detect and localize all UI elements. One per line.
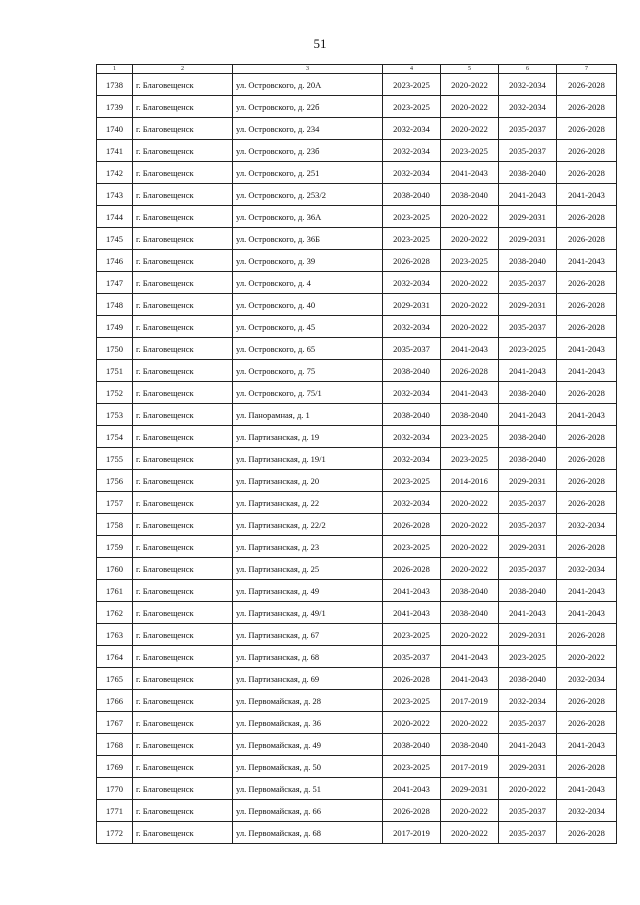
period-col7-cell: 2026-2028 (557, 228, 617, 250)
table-row (97, 580, 617, 602)
period-col6-cell: 2032-2034 (499, 96, 557, 118)
address-cell: ул. Партизанская, д. 67 (233, 624, 383, 646)
address-cell: ул. Островского, д. 20А (233, 74, 383, 96)
period-col5-cell: 2020-2022 (441, 822, 499, 844)
period-col4-cell: 2035-2037 (383, 338, 441, 360)
address-cell: ул. Островского, д. 45 (233, 316, 383, 338)
table-row (97, 800, 617, 822)
period-col6-cell: 2038-2040 (499, 250, 557, 272)
period-col6-cell: 2041-2043 (499, 734, 557, 756)
period-col5-cell: 2038-2040 (441, 602, 499, 624)
row-number: 1738 (97, 74, 133, 96)
period-col5-cell: 2023-2025 (441, 448, 499, 470)
period-col6-cell: 2029-2031 (499, 756, 557, 778)
address-cell: ул. Партизанская, д. 22 (233, 492, 383, 514)
address-cell: ул. Партизанская, д. 68 (233, 646, 383, 668)
period-col7-cell: 2041-2043 (557, 250, 617, 272)
period-col6-cell: 2029-2031 (499, 294, 557, 316)
address-cell: ул. Партизанская, д. 69 (233, 668, 383, 690)
period-col7-cell: 2026-2028 (557, 162, 617, 184)
period-col7-cell: 2026-2028 (557, 756, 617, 778)
row-number: 1768 (97, 734, 133, 756)
period-col6-cell: 2041-2043 (499, 602, 557, 624)
table-row (97, 338, 617, 360)
period-col6-cell: 2035-2037 (499, 316, 557, 338)
city-cell: г. Благовещенск (133, 470, 233, 492)
column-number-1: 1 (97, 65, 133, 74)
period-col6-cell: 2035-2037 (499, 514, 557, 536)
period-col6-cell: 2038-2040 (499, 580, 557, 602)
period-col6-cell: 2038-2040 (499, 448, 557, 470)
period-col6-cell: 2035-2037 (499, 712, 557, 734)
row-number: 1771 (97, 800, 133, 822)
period-col5-cell: 2020-2022 (441, 316, 499, 338)
city-cell: г. Благовещенск (133, 492, 233, 514)
table-row (97, 492, 617, 514)
period-col4-cell: 2020-2022 (383, 712, 441, 734)
column-number-5: 5 (441, 65, 499, 74)
address-cell: ул. Партизанская, д. 25 (233, 558, 383, 580)
period-col7-cell: 2026-2028 (557, 470, 617, 492)
period-col6-cell: 2020-2022 (499, 778, 557, 800)
row-number: 1744 (97, 206, 133, 228)
housing-schedule-table (96, 64, 617, 844)
row-number: 1767 (97, 712, 133, 734)
period-col5-cell: 2038-2040 (441, 734, 499, 756)
period-col7-cell: 2041-2043 (557, 778, 617, 800)
row-number: 1762 (97, 602, 133, 624)
table-row (97, 646, 617, 668)
address-cell: ул. Первомайская, д. 66 (233, 800, 383, 822)
period-col7-cell: 2032-2034 (557, 668, 617, 690)
period-col7-cell: 2041-2043 (557, 734, 617, 756)
city-cell: г. Благовещенск (133, 272, 233, 294)
column-number-header-row (97, 65, 617, 74)
period-col4-cell: 2017-2019 (383, 822, 441, 844)
period-col4-cell: 2032-2034 (383, 272, 441, 294)
table-row (97, 140, 617, 162)
table-row (97, 712, 617, 734)
row-number: 1765 (97, 668, 133, 690)
period-col4-cell: 2026-2028 (383, 558, 441, 580)
city-cell: г. Благовещенск (133, 360, 233, 382)
row-number: 1757 (97, 492, 133, 514)
table-row (97, 382, 617, 404)
period-col5-cell: 2020-2022 (441, 624, 499, 646)
period-col6-cell: 2023-2025 (499, 338, 557, 360)
table-row (97, 448, 617, 470)
period-col7-cell: 2026-2028 (557, 448, 617, 470)
city-cell: г. Благовещенск (133, 228, 233, 250)
period-col4-cell: 2026-2028 (383, 800, 441, 822)
period-col5-cell: 2020-2022 (441, 118, 499, 140)
city-cell: г. Благовещенск (133, 602, 233, 624)
period-col6-cell: 2038-2040 (499, 162, 557, 184)
period-col4-cell: 2032-2034 (383, 448, 441, 470)
period-col4-cell: 2041-2043 (383, 580, 441, 602)
city-cell: г. Благовещенск (133, 668, 233, 690)
address-cell: ул. Островского, д. 36А (233, 206, 383, 228)
address-cell: ул. Первомайская, д. 28 (233, 690, 383, 712)
address-cell: ул. Островского, д. 40 (233, 294, 383, 316)
city-cell: г. Благовещенск (133, 712, 233, 734)
city-cell: г. Благовещенск (133, 536, 233, 558)
period-col4-cell: 2032-2034 (383, 426, 441, 448)
period-col7-cell: 2026-2028 (557, 426, 617, 448)
period-col7-cell: 2026-2028 (557, 822, 617, 844)
table-row (97, 96, 617, 118)
period-col7-cell: 2026-2028 (557, 118, 617, 140)
address-cell: ул. Островского, д. 75 (233, 360, 383, 382)
table-row (97, 470, 617, 492)
city-cell: г. Благовещенск (133, 426, 233, 448)
row-number: 1742 (97, 162, 133, 184)
table-row (97, 162, 617, 184)
column-number-4: 4 (383, 65, 441, 74)
period-col5-cell: 2014-2016 (441, 470, 499, 492)
period-col4-cell: 2026-2028 (383, 514, 441, 536)
housing-schedule-table-container (96, 64, 616, 844)
period-col5-cell: 2020-2022 (441, 514, 499, 536)
period-col4-cell: 2038-2040 (383, 404, 441, 426)
city-cell: г. Благовещенск (133, 514, 233, 536)
city-cell: г. Благовещенск (133, 294, 233, 316)
table-row (97, 822, 617, 844)
row-number: 1772 (97, 822, 133, 844)
period-col7-cell: 2026-2028 (557, 690, 617, 712)
period-col4-cell: 2038-2040 (383, 360, 441, 382)
table-row (97, 602, 617, 624)
period-col6-cell: 2035-2037 (499, 272, 557, 294)
period-col4-cell: 2032-2034 (383, 316, 441, 338)
period-col4-cell: 2038-2040 (383, 734, 441, 756)
period-col5-cell: 2041-2043 (441, 668, 499, 690)
period-col5-cell: 2038-2040 (441, 184, 499, 206)
period-col5-cell: 2020-2022 (441, 206, 499, 228)
city-cell: г. Благовещенск (133, 184, 233, 206)
address-cell: ул. Партизанская, д. 19/1 (233, 448, 383, 470)
address-cell: ул. Первомайская, д. 68 (233, 822, 383, 844)
period-col7-cell: 2032-2034 (557, 558, 617, 580)
period-col4-cell: 2023-2025 (383, 206, 441, 228)
period-col6-cell: 2023-2025 (499, 646, 557, 668)
city-cell: г. Благовещенск (133, 206, 233, 228)
column-number-7: 7 (557, 65, 617, 74)
row-number: 1756 (97, 470, 133, 492)
address-cell: ул. Партизанская, д. 23 (233, 536, 383, 558)
period-col5-cell: 2023-2025 (441, 140, 499, 162)
period-col7-cell: 2026-2028 (557, 492, 617, 514)
period-col4-cell: 2041-2043 (383, 778, 441, 800)
address-cell: ул. Островского, д. 39 (233, 250, 383, 272)
city-cell: г. Благовещенск (133, 624, 233, 646)
period-col5-cell: 2029-2031 (441, 778, 499, 800)
period-col5-cell: 2020-2022 (441, 294, 499, 316)
table-row (97, 206, 617, 228)
address-cell: ул. Первомайская, д. 49 (233, 734, 383, 756)
period-col4-cell: 2026-2028 (383, 250, 441, 272)
period-col7-cell: 2026-2028 (557, 316, 617, 338)
table-row (97, 74, 617, 96)
period-col6-cell: 2035-2037 (499, 140, 557, 162)
city-cell: г. Благовещенск (133, 800, 233, 822)
period-col6-cell: 2035-2037 (499, 118, 557, 140)
period-col6-cell: 2038-2040 (499, 382, 557, 404)
city-cell: г. Благовещенск (133, 96, 233, 118)
period-col6-cell: 2035-2037 (499, 492, 557, 514)
row-number: 1755 (97, 448, 133, 470)
period-col6-cell: 2038-2040 (499, 426, 557, 448)
period-col4-cell: 2026-2028 (383, 668, 441, 690)
city-cell: г. Благовещенск (133, 316, 233, 338)
row-number: 1753 (97, 404, 133, 426)
period-col7-cell: 2041-2043 (557, 184, 617, 206)
period-col7-cell: 2026-2028 (557, 96, 617, 118)
table-row (97, 272, 617, 294)
period-col6-cell: 2029-2031 (499, 470, 557, 492)
address-cell: ул. Островского, д. 4 (233, 272, 383, 294)
period-col5-cell: 2020-2022 (441, 536, 499, 558)
period-col4-cell: 2035-2037 (383, 646, 441, 668)
city-cell: г. Благовещенск (133, 756, 233, 778)
period-col5-cell: 2038-2040 (441, 404, 499, 426)
city-cell: г. Благовещенск (133, 118, 233, 140)
city-cell: г. Благовещенск (133, 338, 233, 360)
period-col5-cell: 2017-2019 (441, 756, 499, 778)
city-cell: г. Благовещенск (133, 558, 233, 580)
city-cell: г. Благовещенск (133, 734, 233, 756)
period-col5-cell: 2026-2028 (441, 360, 499, 382)
period-col5-cell: 2041-2043 (441, 162, 499, 184)
column-number-3: 3 (233, 65, 383, 74)
table-row (97, 734, 617, 756)
period-col4-cell: 2038-2040 (383, 184, 441, 206)
address-cell: ул. Островского, д. 36Б (233, 228, 383, 250)
period-col4-cell: 2032-2034 (383, 140, 441, 162)
period-col5-cell: 2017-2019 (441, 690, 499, 712)
table-row (97, 514, 617, 536)
table-row (97, 118, 617, 140)
period-col6-cell: 2041-2043 (499, 404, 557, 426)
period-col4-cell: 2023-2025 (383, 536, 441, 558)
row-number: 1739 (97, 96, 133, 118)
period-col7-cell: 2026-2028 (557, 74, 617, 96)
table-row (97, 184, 617, 206)
period-col4-cell: 2029-2031 (383, 294, 441, 316)
address-cell: ул. Первомайская, д. 50 (233, 756, 383, 778)
period-col5-cell: 2041-2043 (441, 382, 499, 404)
city-cell: г. Благовещенск (133, 404, 233, 426)
city-cell: г. Благовещенск (133, 580, 233, 602)
period-col5-cell: 2020-2022 (441, 712, 499, 734)
row-number: 1770 (97, 778, 133, 800)
row-number: 1740 (97, 118, 133, 140)
period-col6-cell: 2029-2031 (499, 206, 557, 228)
city-cell: г. Благовещенск (133, 140, 233, 162)
period-col7-cell: 2026-2028 (557, 206, 617, 228)
period-col6-cell: 2035-2037 (499, 800, 557, 822)
period-col7-cell: 2041-2043 (557, 580, 617, 602)
city-cell: г. Благовещенск (133, 822, 233, 844)
address-cell: ул. Первомайская, д. 51 (233, 778, 383, 800)
table-row (97, 404, 617, 426)
table-row (97, 536, 617, 558)
row-number: 1751 (97, 360, 133, 382)
table-row (97, 250, 617, 272)
row-number: 1749 (97, 316, 133, 338)
address-cell: ул. Островского, д. 22б (233, 96, 383, 118)
row-number: 1760 (97, 558, 133, 580)
row-number: 1746 (97, 250, 133, 272)
period-col5-cell: 2023-2025 (441, 426, 499, 448)
row-number: 1741 (97, 140, 133, 162)
row-number: 1754 (97, 426, 133, 448)
address-cell: ул. Партизанская, д. 49/1 (233, 602, 383, 624)
address-cell: ул. Панорамная, д. 1 (233, 404, 383, 426)
period-col4-cell: 2023-2025 (383, 756, 441, 778)
column-number-2: 2 (133, 65, 233, 74)
city-cell: г. Благовещенск (133, 448, 233, 470)
period-col7-cell: 2026-2028 (557, 712, 617, 734)
period-col7-cell: 2041-2043 (557, 404, 617, 426)
period-col6-cell: 2029-2031 (499, 228, 557, 250)
address-cell: ул. Островского, д. 23б (233, 140, 383, 162)
period-col7-cell: 2041-2043 (557, 602, 617, 624)
period-col4-cell: 2023-2025 (383, 228, 441, 250)
row-number: 1766 (97, 690, 133, 712)
period-col5-cell: 2020-2022 (441, 492, 499, 514)
period-col5-cell: 2020-2022 (441, 228, 499, 250)
table-body (97, 74, 617, 844)
table-row (97, 624, 617, 646)
table-row (97, 316, 617, 338)
row-number: 1759 (97, 536, 133, 558)
period-col6-cell: 2035-2037 (499, 558, 557, 580)
row-number: 1764 (97, 646, 133, 668)
period-col5-cell: 2020-2022 (441, 800, 499, 822)
period-col5-cell: 2038-2040 (441, 580, 499, 602)
period-col6-cell: 2038-2040 (499, 668, 557, 690)
page-number: 51 (313, 36, 327, 51)
table-row (97, 558, 617, 580)
table-row (97, 228, 617, 250)
row-number: 1761 (97, 580, 133, 602)
address-cell: ул. Островского, д. 251 (233, 162, 383, 184)
period-col7-cell: 2026-2028 (557, 536, 617, 558)
address-cell: ул. Партизанская, д. 20 (233, 470, 383, 492)
period-col4-cell: 2032-2034 (383, 492, 441, 514)
address-cell: ул. Партизанская, д. 49 (233, 580, 383, 602)
period-col4-cell: 2032-2034 (383, 382, 441, 404)
period-col7-cell: 2041-2043 (557, 360, 617, 382)
city-cell: г. Благовещенск (133, 162, 233, 184)
period-col7-cell: 2032-2034 (557, 514, 617, 536)
city-cell: г. Благовещенск (133, 778, 233, 800)
period-col7-cell: 2026-2028 (557, 140, 617, 162)
table-row (97, 668, 617, 690)
period-col6-cell: 2032-2034 (499, 690, 557, 712)
period-col4-cell: 2032-2034 (383, 162, 441, 184)
address-cell: ул. Первомайская, д. 36 (233, 712, 383, 734)
row-number: 1747 (97, 272, 133, 294)
period-col4-cell: 2023-2025 (383, 96, 441, 118)
address-cell: ул. Партизанская, д. 22/2 (233, 514, 383, 536)
period-col4-cell: 2023-2025 (383, 690, 441, 712)
row-number: 1745 (97, 228, 133, 250)
period-col5-cell: 2020-2022 (441, 272, 499, 294)
city-cell: г. Благовещенск (133, 382, 233, 404)
table-row (97, 360, 617, 382)
period-col4-cell: 2023-2025 (383, 74, 441, 96)
city-cell: г. Благовещенск (133, 74, 233, 96)
period-col7-cell: 2032-2034 (557, 800, 617, 822)
period-col7-cell: 2041-2043 (557, 338, 617, 360)
period-col5-cell: 2020-2022 (441, 74, 499, 96)
row-number: 1752 (97, 382, 133, 404)
period-col4-cell: 2023-2025 (383, 624, 441, 646)
period-col7-cell: 2026-2028 (557, 624, 617, 646)
period-col4-cell: 2023-2025 (383, 470, 441, 492)
row-number: 1758 (97, 514, 133, 536)
row-number: 1763 (97, 624, 133, 646)
period-col7-cell: 2020-2022 (557, 646, 617, 668)
period-col6-cell: 2041-2043 (499, 184, 557, 206)
period-col5-cell: 2020-2022 (441, 558, 499, 580)
table-row (97, 778, 617, 800)
city-cell: г. Благовещенск (133, 646, 233, 668)
period-col7-cell: 2026-2028 (557, 294, 617, 316)
address-cell: ул. Островского, д. 253/2 (233, 184, 383, 206)
period-col6-cell: 2041-2043 (499, 360, 557, 382)
period-col4-cell: 2032-2034 (383, 118, 441, 140)
period-col6-cell: 2029-2031 (499, 536, 557, 558)
address-cell: ул. Островского, д. 65 (233, 338, 383, 360)
table-row (97, 426, 617, 448)
address-cell: ул. Островского, д. 75/1 (233, 382, 383, 404)
row-number: 1769 (97, 756, 133, 778)
row-number: 1743 (97, 184, 133, 206)
period-col7-cell: 2026-2028 (557, 382, 617, 404)
table-row (97, 294, 617, 316)
period-col4-cell: 2041-2043 (383, 602, 441, 624)
period-col6-cell: 2029-2031 (499, 624, 557, 646)
period-col6-cell: 2032-2034 (499, 74, 557, 96)
period-col5-cell: 2041-2043 (441, 646, 499, 668)
table-row (97, 756, 617, 778)
table-row (97, 690, 617, 712)
period-col7-cell: 2026-2028 (557, 272, 617, 294)
period-col5-cell: 2020-2022 (441, 96, 499, 118)
city-cell: г. Благовещенск (133, 250, 233, 272)
address-cell: ул. Островского, д. 234 (233, 118, 383, 140)
period-col6-cell: 2035-2037 (499, 822, 557, 844)
row-number: 1748 (97, 294, 133, 316)
address-cell: ул. Партизанская, д. 19 (233, 426, 383, 448)
row-number: 1750 (97, 338, 133, 360)
column-number-6: 6 (499, 65, 557, 74)
city-cell: г. Благовещенск (133, 690, 233, 712)
period-col5-cell: 2023-2025 (441, 250, 499, 272)
period-col5-cell: 2041-2043 (441, 338, 499, 360)
